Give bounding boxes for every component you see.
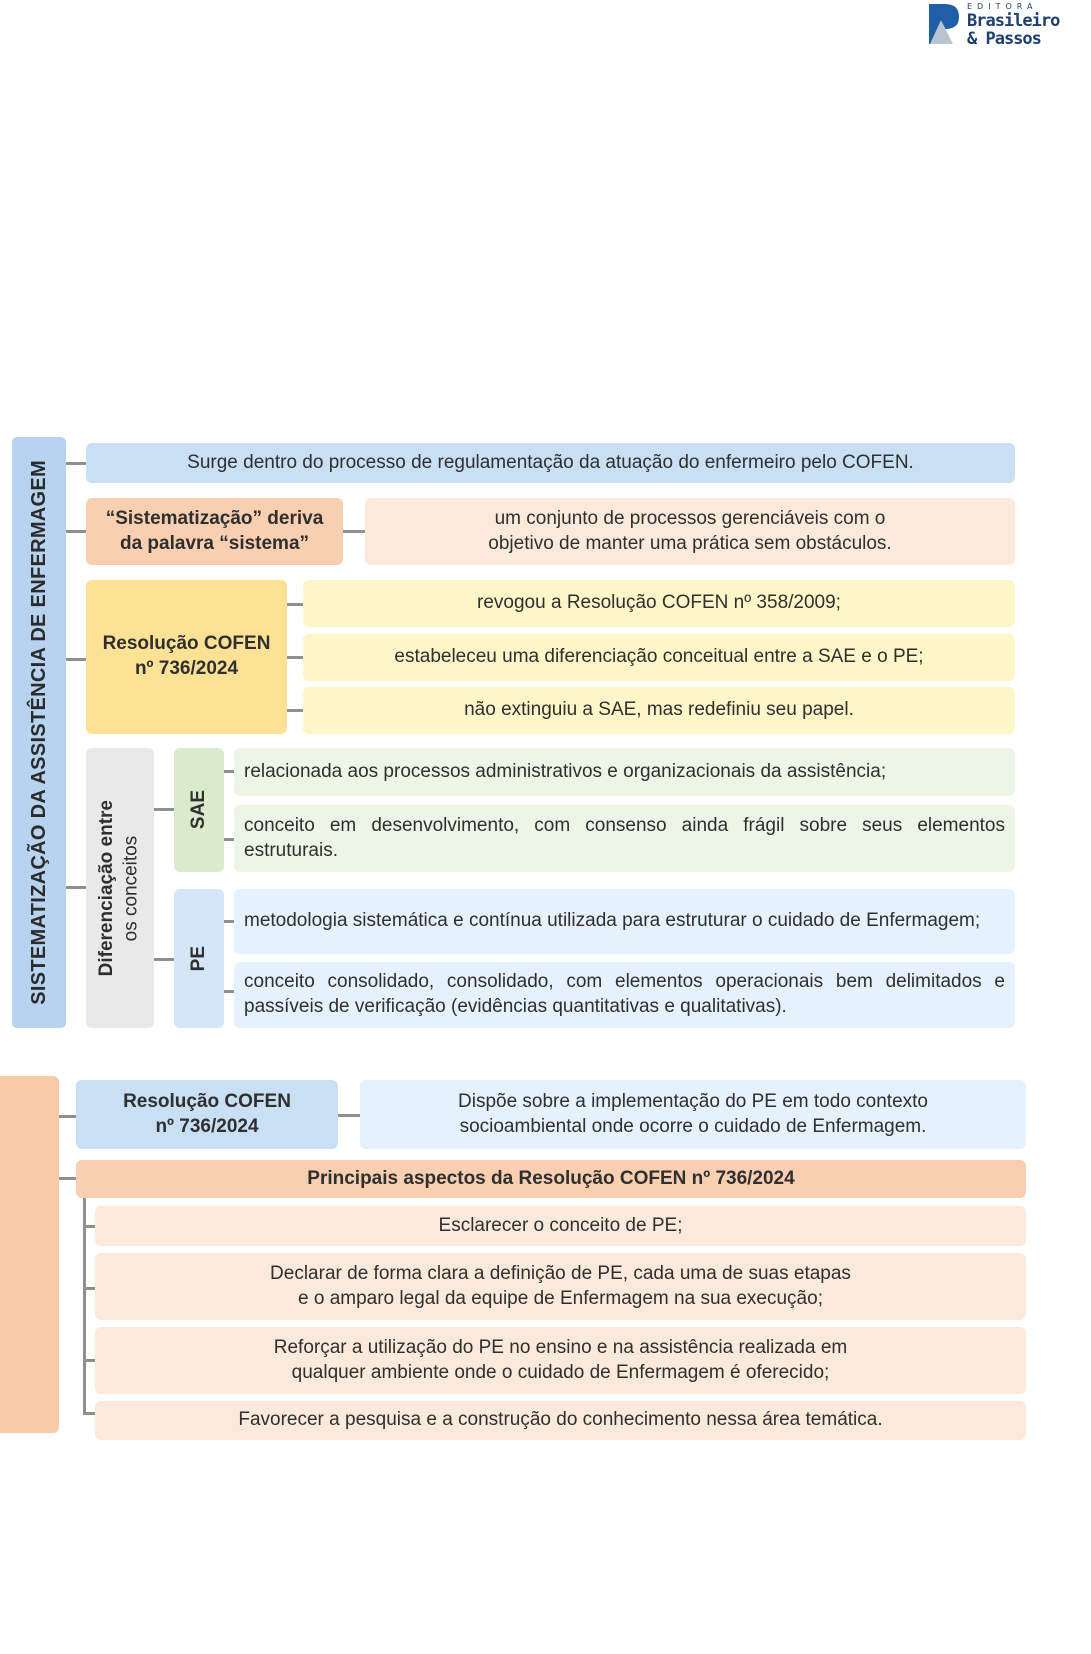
- word-origin-label-line2: da palavra “sistema”: [119, 532, 310, 554]
- aspect-item: [95, 1253, 1026, 1320]
- tree-spine: [83, 1198, 86, 1414]
- resolution-label-line1: Resolução COFEN: [102, 633, 271, 655]
- connector: [343, 530, 365, 533]
- sae-label-text: SAE: [188, 790, 209, 830]
- differentiation-label-text: [95, 800, 144, 976]
- resolution-item-text: não extinguiu a SAE, mas redefiniu seu papel.: [464, 699, 854, 721]
- resolution-side-bar: [0, 1076, 59, 1433]
- resolution2-desc-line1: Dispõe sobre a implementação do PE em todo contexto: [458, 1090, 928, 1112]
- sae-vertical-title: SISTEMATIZAÇÃO DA ASSISTÊNCIA DE ENFERMAGEM: [27, 460, 50, 1005]
- word-origin-definition: [365, 498, 1015, 565]
- connector: [224, 838, 234, 841]
- connector: [83, 1412, 95, 1415]
- logo-editora-text: EDITORA: [967, 2, 1038, 11]
- aspect-line1: Reforçar a utilização do PE no ensino e na assistência realizada em: [273, 1336, 848, 1358]
- aspect-line1: Declarar de forma clara a definição de PE, cada uma de suas etapas: [270, 1262, 851, 1284]
- resolution-item-text: estabeleceu uma diferenciação conceitual entre a SAE e o PE;: [394, 646, 924, 668]
- logo-name-line2: & Passos: [967, 29, 1041, 49]
- pe-item-text: conceito consolidado, consolidado, com elementos operacionais bem delimitados e passíveis de verificação (evidências quantitativas e qualitativas).: [244, 971, 1005, 1017]
- aspect-item: [95, 1327, 1026, 1394]
- connector: [66, 886, 86, 889]
- resolution-item: [303, 580, 1015, 627]
- resolution2-label-line2: nº 736/2024: [155, 1115, 259, 1137]
- aspect-line1: Favorecer a pesquisa e a construção do conhecimento nessa área temática.: [238, 1409, 883, 1431]
- pe-label-text: PE: [188, 945, 209, 972]
- differentiation-line1: Diferenciação entre: [96, 799, 118, 977]
- connector: [83, 1225, 95, 1228]
- connector: [224, 920, 234, 923]
- origin-text: Surge dentro do processo de regulamentação da atuação do enfermeiro pelo COFEN.: [187, 451, 914, 473]
- sae-label: [174, 748, 224, 872]
- resolution-label-line2: nº 736/2024: [134, 658, 239, 679]
- aspects-title-text: Principais aspectos da Resolução COFEN nº 736/2024: [307, 1167, 795, 1189]
- connector: [287, 709, 303, 712]
- differentiation-label: [86, 748, 154, 1028]
- connector: [338, 1114, 360, 1117]
- connector: [224, 770, 234, 773]
- resolution-item: [303, 687, 1015, 734]
- resolution-item-text: revogou a Resolução COFEN nº 358/2009;: [477, 592, 841, 614]
- connector: [66, 658, 86, 661]
- sae-item-text: conceito em desenvolvimento, com consenso ainda frágil sobre seus elementos estruturais.: [244, 814, 1005, 861]
- origin-box: [86, 443, 1015, 483]
- resolution2-desc-line2: socioambiental onde ocorre o cuidado de Enfermagem.: [459, 1115, 927, 1137]
- connector: [154, 808, 174, 811]
- word-origin-label: [86, 498, 343, 565]
- connector: [287, 656, 303, 659]
- definition-line1: um conjunto de processos gerenciáveis com o: [494, 507, 886, 529]
- pe-item: [234, 889, 1015, 954]
- aspect-item: [95, 1206, 1026, 1246]
- aspect-line2: e o amparo legal da equipe de Enfermagem na sua execução;: [298, 1287, 823, 1309]
- resolution-label: [86, 580, 287, 734]
- sae-item-text: relacionada aos processos administrativos e organizacionais da assistência;: [244, 760, 887, 782]
- differentiation-line2: os conceitos: [121, 835, 142, 941]
- resolution2-label-line1: Resolução COFEN: [123, 1090, 291, 1112]
- connector: [154, 958, 174, 961]
- connector: [224, 990, 234, 993]
- resolution-item: [303, 634, 1015, 681]
- resolution2-label: [76, 1080, 338, 1149]
- sae-item: [234, 805, 1015, 872]
- pe-label: [174, 889, 224, 1028]
- aspect-item: [95, 1401, 1026, 1440]
- sae-title-bar: [12, 437, 66, 1028]
- pe-item: [234, 962, 1015, 1028]
- aspects-title: [76, 1160, 1026, 1198]
- pe-item-text: metodologia sistemática e contínua utilizada para estruturar o cuidado de Enfermagem;: [244, 910, 981, 932]
- connector: [83, 1287, 95, 1290]
- connector: [59, 1177, 76, 1180]
- word-origin-label-line1: “Sistematização” deriva: [105, 507, 324, 529]
- connector: [66, 530, 86, 533]
- aspect-line1: Esclarecer o conceito de PE;: [438, 1214, 683, 1236]
- sae-item: [234, 748, 1015, 796]
- logo-name-line1: Brasileiro: [967, 11, 1060, 31]
- definition-line2: objetivo de manter uma prática sem obstáculos.: [488, 532, 892, 554]
- connector: [287, 603, 303, 606]
- connector: [66, 462, 86, 465]
- section-resolution-diagram: [0, 1070, 1091, 1450]
- connector: [59, 1115, 76, 1118]
- resolution2-description: [360, 1080, 1026, 1149]
- aspect-line2: qualquer ambiente onde o cuidado de Enfermagem é oferecido;: [291, 1361, 830, 1383]
- connector: [83, 1359, 95, 1362]
